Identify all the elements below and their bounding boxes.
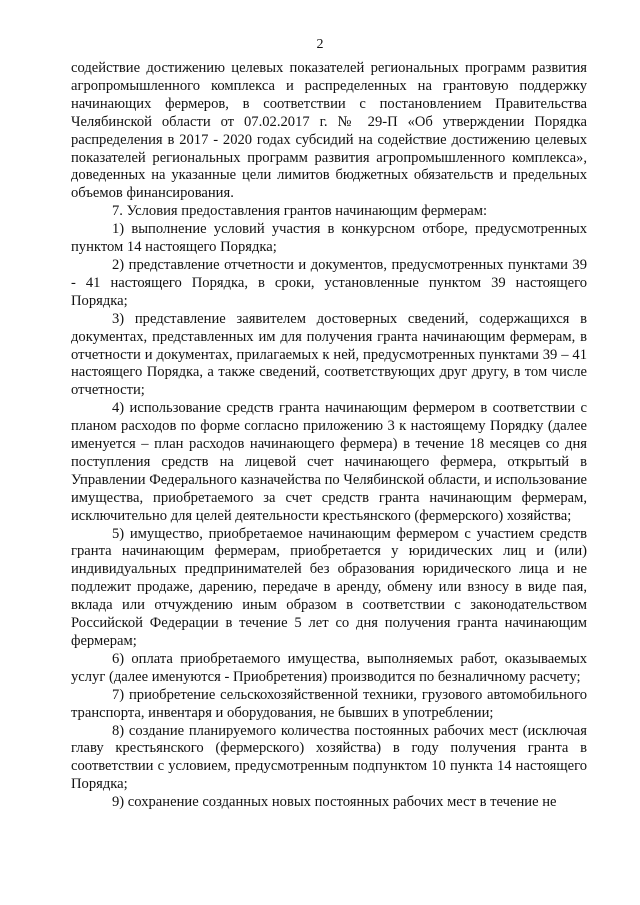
paragraph-item-9: 9) сохранение созданных новых постоянных рабочих мест в течение не — [112, 794, 557, 811]
paragraph-item-2: 2) представление отчетности и документов, предусмотренных пунктами 39 - 41 настоящего Порядка, в сроки, установленные пунктом 39 настоящего Порядка; — [71, 256, 587, 309]
paragraph-item-1: 1) выполнение условий участия в конкурсном отборе, предусмотренных пунктом 14 настоящего Порядка; — [71, 221, 587, 256]
paragraph-item-3: 3) представление заявителем достоверных сведений, содержащихся в документах, представленных им для получения гранта начинающим фермерам, в отчетности и документах, прилагаемых к ней, предусмотренных пунктами 39 – 41 настоящего Порядка, а также сведений, соответствующих друг другу, в том числе отчетности; — [71, 310, 587, 399]
document-body — [71, 60, 587, 812]
paragraph-item-8: 8) создание планируемого количества постоянных рабочих мест (исключая главу крестьянского (фермерского) хозяйства) в году получения гранта в соответствии с условием, предусмотренным подпунктом 10 пункта 14 настоящего Порядка; — [71, 722, 587, 793]
paragraph-continuation: содействие достижению целевых показателей региональных программ развития агропромышленного комплекса и распределенных на грантовую поддержку начинающих фермеров, в соответствии с постановлением Правительства Челябинской области от 07.02.2017 г. № 29-П «Об утверждении Порядка распределения в 2017 - 2020 годах субсидий на содействие достижению целевых показателей региональных программ развития агропромышленного комплекса», доведенных на указанные цели лимитов бюджетных обязательств и предельных объемов финансирования. — [71, 60, 587, 202]
paragraph-item-5: 5) имущество, приобретаемое начинающим фермером с участием средств гранта начинающим фермерам, приобретается у юридических лиц и (или) индивидуальных предпринимателей без образования юридического лица и не подлежит продаже, дарению, передаче в аренду, обмену или взносу в виде пая, вклада или отчуждению иным образом в соответствии с законодательством Российской Федерации в течение 5 лет со дня получения гранта начинающим фермерам; — [71, 525, 587, 649]
paragraph-item-7: 7) приобретение сельскохозяйственной техники, грузового автомобильного транспорта, инвентаря и оборудования, не бывших в употреблении; — [71, 686, 587, 721]
paragraph-item-4: 4) использование средств гранта начинающим фермером в соответствии с планом расходов по форме согласно приложению 3 к настоящему Порядку (далее именуется – план расходов начинающего фермера) в течение 18 месяцев со дня поступления средств на лицевой счет начинающего фермера, открытый в Управлении Федерального казначейства по Челябинской области, и использование имущества, приобретаемого за счет средств гранта начинающим фермерам, исключительно для целей деятельности крестьянского (фермерского) хозяйства; — [71, 400, 587, 524]
paragraph-section-7-heading: 7. Условия предоставления грантов начинающим фермерам: — [112, 203, 488, 220]
paragraph-item-6: 6) оплата приобретаемого имущества, выполняемых работ, оказываемых услуг (далее именуются - Приобретения) производится по безналичному расчету; — [71, 650, 587, 685]
page-number: 2 — [316, 37, 324, 52]
